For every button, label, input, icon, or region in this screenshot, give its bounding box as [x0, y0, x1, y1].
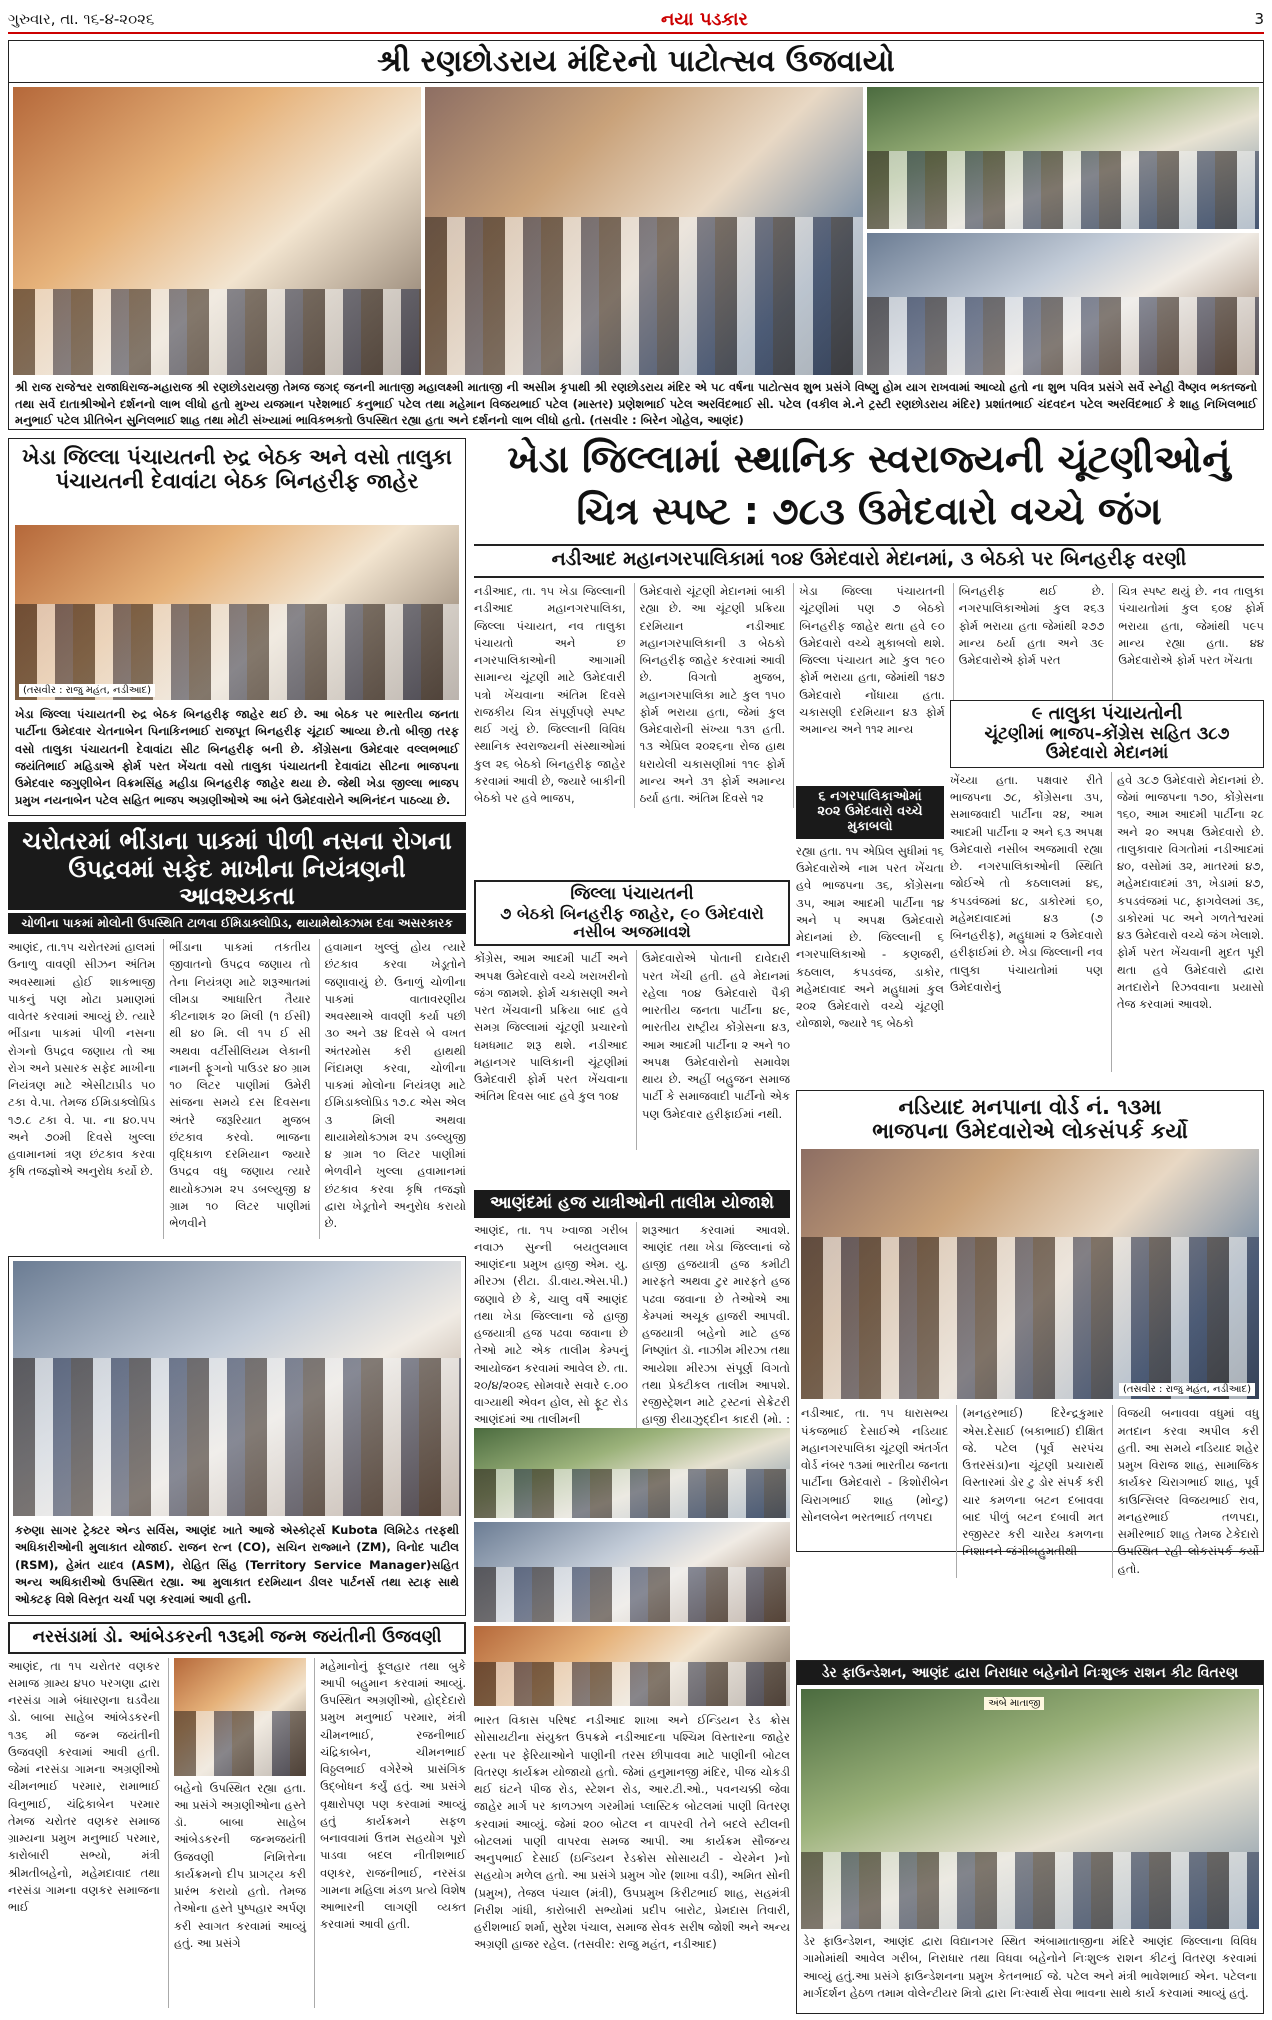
nagarpalika-story	[796, 786, 944, 1086]
nagarpalika-body: રહ્યા હતા. ૧૫ એપ્રિલ સુધીમાં ૧૬ ઉમેદવારોએ નામ પરત ખેંચતા હવે ભાજપના ૩૬, કોંગ્રેસના ૩૫, આમ આદમી પાર્ટીના ૧૪ અને ૫ અપક્ષ ઉમેદવારો મેદાનમાં છે. જિલ્લાની ૬ નગરપાલિકાઓ - કણજરી, કઠલાલ, કપડવંજ, ડાકોર, મહેમદાવાદ અને મહુધામાં કુલ ૨૦૨ ઉમેદવારો વચ્ચે ચૂંટણી યોજાશે, જ્યારે ૧૬ બેઠકો	[796, 843, 944, 1031]
nagarpalika-headline-2: ૨૦૨ ઉમેદવારો વચ્ચે મુકાબલો	[817, 803, 923, 834]
ward13-col-2: (મનહરભાઈ) દિરેન્દ્રકુમાર એસ.દેસાઈ (બકાભાઈ) દીક્ષિત જે. પટેલ (પૂર્વ સરપંચ ઉત્તરસંડા)ના ચૂંટણી પ્રચારાર્થે વિસ્તારમાં ડોર ટુ ડોર સંપર્ક કરી ચાર કમળના બટન દબાવવા બાદ પીળું બટન દબાવી મત રજીસ્ટર કરી ચારેય કમળના નિશાનને જંગીબહુમતીથી	[956, 1405, 1103, 1578]
temple-story	[8, 40, 1264, 430]
ration-story	[796, 1660, 1264, 2014]
ambedkar-col-1: આણંદ, તા ૧૫ ચરોતર વણકર સમાજ ગ્રામ્ય ૪૫૦ પરગણા દ્વારા નરસંડા ગામે બંધારણના ઘડવૈયા ડો. બાબા સાહેબ આંબેડકરની ૧૩૬ મી જન્મ જયંતીની ઉજવણી કરવામાં આવી હતી. જેમાં નરસંડા ગામના અગ્રણીઓ ચીમનભાઈ પરમાર, રામાભાઈ વિનુભાઈ, ચંદ્રિકાબેન પરમાર તેમજ ચરોતર વણકર સમાજ ગ્રામ્યના પ્રમુખ મનુભાઈ પરમાર, કારોબારી સભ્યો, મંત્રી શ્રીમતીબહેનો, મહેમદાવાદ તથા નરસંડા ગામના વણકર સમાજના ભાઈ	[8, 1658, 160, 1915]
ward13-heading	[797, 1091, 1263, 1147]
taluka-headline-2: ચૂંટણીમાં ભાજપ-કોંગ્રેસ સહિત ૩૮૭ ઉમેદવારો મેદાનમાં	[984, 723, 1230, 764]
elections-col-5: ચિત્ર સ્પષ્ટ થયું છે. નવ તાલુકા પંચાયતોમાં કુલ ૬૦૪ ફોર્મ ભરાયા હતા, જેમાંથી ૫૯૫ માન્ય રહ્યા હતા. ૪૪ ઉમેદવારોએ ફોર્મ પરત ખેંચતા	[1112, 583, 1264, 808]
water-camp-text	[474, 1712, 790, 2012]
elections-subhead: નડીઆદ મહાનગરપાલિકામાં ૧૦૪ ઉમેદવારો મેદાનમાં, ૩ બેઠકો પર બિનહરીફ વરણી	[474, 544, 1264, 578]
ward13-headline-2: ભાજપના ઉમેદવારોએ લોકસંપર્ક કર્યો	[872, 1119, 1188, 1144]
ward13-col-1: નડીઆદ, તા. ૧૫ ધારાસભ્ય પંકજભાઈ દેસાઈએ નડિયાદ મહાનગરપાલિકા ચૂંટણી અંતર્ગત વોર્ડ નંબર ૧૩માં ભારતીય જનતા પાર્ટીના ઉમેદવારો - કિશોરીબેન ચિરાગભાઈ શાહ (મોન્ટુ) સોનલબેન ભરતભાઈ તળપદા	[801, 1406, 949, 1524]
temple-photo-crowd	[867, 87, 1259, 229]
jilla-headline-1: જિલ્લા પંચાયતની	[570, 884, 694, 904]
ambedkar-middle	[168, 1658, 306, 2008]
elections-col-2: ઉમેદવારો ચૂંટણી મેદાનમાં બાકી રહ્યા છે. આ ચૂંટણી પ્રક્રિયા દરમિયાન નડીઆદ મહાનગરપાલિકાની ૩ બેઠકો બિનહરીફ જાહેર કરવામાં આવી છે. વિગતો મુજબ, મહાનગરપાલિકા માટે કુલ ૧૫૦ ફોર્મ ભરાયા હતા, જેમાં કુલ ઉમેદવારોની સંખ્યા ૧૩૧ હતી. ૧૩ એપ્રિલ ૨૦૨૬ના રોજ હાથ ધરાયેલી ચકાસણીમાં ૧૧૯ ફોર્મ માન્ય અને ૩૧ ફોર્મ અમાન્ય ઠર્યા હતા. અંતિમ દિવસે ૧૨	[634, 583, 786, 808]
water-camp-story	[474, 1428, 790, 2014]
haj-col-2: શરૂઆત કરવામાં આવશે. આણંદ તથા ખેડા જિલ્લાનાં જે હાજી હજયાત્રી હજ કમીટી મારફતે અથવા ટુર મારફતે હજ પઢવા જવાના છે તેઓએ આ કેમ્પમાં અચૂક હાજરી આપવી. હજયાત્રી બહેનો માટે હજ નિષ્ણાંત ડૉ. નાઝીમ મીરઝા તથા આયેશા મીરઝા સંપૂર્ણ વિગતો તથા પ્રેક્ટીકલ તાલીમ આપશે. રજીસ્ટ્રેશન માટે ટ્રસ્ટનાં સેક્રેટરી હાજી રીયાઝુદ્દીન કાદરી (મો. :	[636, 1222, 790, 1464]
ration-headline: ડેર ફાઉન્ડેશન, આણંદ દ્વારા નિરાધાર બહેનોને નિઃશુલ્ક રાશન કીટ વિતરણ	[797, 1661, 1263, 1685]
elections-headline-2: ચિત્ર સ્પષ્ટ : ૭૮૩ ઉમેદવારો વચ્ચે જંગ	[576, 489, 1162, 533]
water-photo-2	[474, 1522, 790, 1622]
charotar-story	[8, 822, 466, 1248]
kubota-photo	[13, 1261, 461, 1516]
charotar-col-3: હવામાન ખુલ્લું હોય ત્યારે છંટકાવ કરવા ખેડૂતોને જણાવાયું છે. ઉનાળું ચોળીના પાકમાં વાતાવરણીય અવસ્થાએ વાવણી કર્યા પછી ૩૦ અને ૩૪ દિવસે બે વખત અંતરમોસ કરી હાથથી નિંદામણ કરવા, ચોળીના પાકમાં મોલોના નિયંત્રણ માટે ઈમિડાક્લોપ્રિડ ૧૭.૮ એસ એલ ૩ મિલી અથવા થાયામેથોક્ઝામ ૨૫ ડબ્લ્યુજી ૪ ગ્રામ ૧૦ લિટર પાણીમાં ભેળવીને ખુલ્લા હવામાનમાં છંટકાવ કરવા કૃષિ તજજ્ઞો દ્વારા ખેડૂતોને અનુરોધ કરાયો છે.	[319, 939, 466, 1239]
temple-headline: શ્રી રણછોડરાય મંદિરનો પાટોત્સવ ઉજવાયો	[9, 41, 1263, 83]
temple-credit: (તસવીર : બિરેન ગોહેલ, આણંદ)	[589, 413, 744, 428]
water-photo-3	[474, 1626, 790, 1706]
ambedkar-col-2: બહેનો ઉપસ્થિત રહ્યા હતા. આ પ્રસંગે અગ્રણીઓના હસ્તે ડૉ. બાબા સાહેબ આંબેડકરની જન્મજયંતી ઉજવણી નિમિત્તેના કાર્યક્રમનો દીપ પ્રાગટ્ય કરી પ્રારંભ કરાયો હતો. તેમજ તેઓના હસ્તે પુષ્પહાર અર્પણ કરી સ્વાગત કરવામાં આવ્યું હતું. આ પ્રસંગે	[173, 1780, 307, 1950]
rudra-body: ખેડા જિલ્લા પંચાયતની રુદ્ર બેઠક બિનહરીફ જાહેર થઈ છે. આ બેઠક પર ભારતીય જનતા પાર્ટીના ઉમેદવાર ચેતનાબેન પિનાકિનભાઈ રાજપૂત બિનહરીફ ચૂંટાઈ આવ્યા છે.તો બીજી તરફ વસો તાલુકા પંચાયતની દેવાવાંટા સીટ બિનહરીફ બની છે. કોંગ્રેસના ઉમેદવાર વલ્લભભાઈ જયંતિભાઈ મહિડાએ ફોર્મ પરત ખેંચતા વસો તાલુકા પંચાયતની દેવાવાંટા સીટના ભાજપના ઉમેદવાર જગુણીબેન વિક્રમસિંહ મહીડા બિનહરીફ જાહેર થયા છે. જેથી ખેડા જીલ્લા ભાજપ પ્રમુખ નયનાબેન પટેલ સહિત ભાજપ અગ્રણીઓએ આ બંને ઉમેદવારોને અભિનંદન પાઠવ્યા છે.	[15, 707, 459, 808]
ward13-photo	[801, 1149, 1259, 1399]
kubota-caption: કરુણા સાગર ટ્રેક્ટર એન્ડ સર્વિસ, આણંદ ખાતે આજે એસ્કોર્ટ્સ Kubota લિમિટેડ તરફથી અધિકારીઓની મુલાકાત યોજાઈ. રાજન રત્ન (CO), સચિન રાજ્માને (ZM), વિનોદ પાટીલ (RSM), હેમંત યાદવ (ASM), રોહિત સિંહ (Territory Service Manager)સહિત અન્ય અધિકારીઓ ઉપસ્થિત રહ્યા. આ મુલાકાત દરમિયાન ડીલર પાર્ટનર્સ તથા સ્ટાફ સાથે ઓક્ટફ વિશે વિસ્તૃત ચર્ચા પણ કરવામાં આવી હતી.	[15, 1523, 459, 1606]
temple-photo-yagna	[425, 87, 863, 375]
rudra-headline: ખેડા જિલ્લા પંચાયતની રુદ્ર બેઠક અને વસો તાલુકા પંચાયતની દેવાવાંટા બેઠક બિનહરીફ જાહેર	[22, 445, 452, 494]
issue-date: ગુરુવાર, તા. ૧૬-૪-૨૦૨૬	[8, 10, 155, 28]
elections-headline-1: ખેડા જિલ્લામાં સ્થાનિક સ્વરાજ્યની ચૂંટણીઓનું	[507, 437, 1231, 481]
page-number: 3	[1254, 10, 1264, 28]
temple-caption: શ્રી રાજ રાજેશ્વર રાજાધિરાજ-મહારાજ શ્રી રણછોડરાયજી તેમજ જગદ્ જનની માતાજી મહાલક્ષ્મી માતાજી ની અસીમ કૃપાથી શ્રી રણછોડરાય મંદિર એ ૫૮ વર્ષના પાટોત્સવ શુભ પ્રસંગે વિષ્ણુ હોમ યાગ રાખવામાં આવ્યો હતો ના શુભ પવિત્ર પ્રસંગે સર્વે સ્નેહી વૈષ્ણવ ભક્તજનો તથા સર્વે દાતાશ્રીઓને દર્શનનો લાભ લીધો હતો મુખ્ય યજમાન પરેશભાઈ કનુભાઈ પટેલ તથા મહેમાન વિજયભાઈ પટેલ (માસ્તર) પ્રણેશભાઈ પટેલ અરવિંદભાઈ સી. પટેલ (વકીલ મે.ને ટ્રસ્ટી રણછોડરાય મંદિર) પ્રશાંતભાઈ ચંદવદન પટેલ અરવિંદભાઈ કે શાહ નિખિલભાઈ મનુભાઈ પટેલ પ્રીતિબેન સુનિલભાઈ શાહ તથા મોટી સંખ્યામાં ભાવિકભક્તો ઉપસ્થિત રહ્યા હતા અને દર્શનનો લાભ લીધો હતો. (તસવીર : બિરેન ગોહેલ, આણંદ)	[15, 380, 1257, 428]
water-photo-1	[474, 1428, 790, 1518]
elections-col-3: ખેડા જિલ્લા પંચાયતની ચૂંટણીમાં પણ ૭ બેઠકો બિનહરીફ જાહેર થતા હવે ૯૦ ઉમેદવારો વચ્ચે મુકાબલો થશે. જિલ્લા પંચાયત માટે કુલ ૧૯૦ ફોર્મ ભરાયા હતા, જેમાંથી ૧૪૭ ઉમેદવારો નોંધાયા હતા. ચકાસણી દરમિયાન ૪૩ ફોર્મ અમાન્ય અને ૧૧૨ માન્ય	[793, 583, 945, 808]
nine-taluka-story	[950, 700, 1264, 1080]
haj-col-1: આણંદ, તા. ૧૫ ખ્વાજા ગરીબ નવાઝ સુન્ની બયતુલમાલ આણંદના પ્રમુખ હાજી એમ. યુ. મીરઝા (રીટા. ડી.વાય.એસ.પી.) જણાવે છે કે, ચાલુ વર્ષે આણંદ તથા ખેડા જિલ્લાના જે હાજી હજયાત્રી હજ પઢવા જવાના છે તેઓ માટે એક તાલીમ કેમ્પનું આયોજન કરવામાં આવેલ છે. તા. ૨૦/૪/૨૦૨૬ સોમવારે સવારે ૯.૦૦ વાગ્યાથી એવન હોલ, સો ફૂટ રોડ આણંદમાં આ તાલીમની	[474, 1222, 628, 1427]
charotar-col-2: ભીંડાના પાકમાં તકતીય જીવાતનો ઉપદ્રવ જણાય તો તેના નિયંત્રણ માટે શરૂઆતમાં લીમડા આધારિત તૈયાર કીટનાશક ૨૦ મિલી (૧ ઈસી) થી ૪૦ મિ. લી ૧૫ ઈ સી અથવા વર્ટીસીલિયમ લેકાની નામની ફૂગનો પાઉડર ૪૦ ગ્રામ ૧૦ લિટર પાણીમાં ઉમેરી સાંજના સમયે દસ દિવસના અંતરે જરૂરિયાત મુજબ છંટકાવ કરવો. ભાજના વૃદ્ધિકાળ દરમિયાન જ્યારે ઉપદ્રવ વધુ જણાય ત્યારે થાયોક્ઝામ ૨૫ ડબલ્યુજી ૪ ગ્રામ ૧૦ લિટર પાણીમાં ભેળવીને	[163, 939, 310, 1239]
ward13-story	[796, 1090, 1264, 1576]
elections-col-4: બિનહરીફ થઈ છે. નગરપાલિકાઓમાં કુલ ૨૬૩ ફોર્મ ભરાયા હતા જેમાંથી ૨૭૭ માન્ય ઠર્યા હતા અને ૩૯ ઉમેદવારોએ ફોર્મ પરત	[953, 583, 1105, 808]
charotar-col-1: આણંદ, તા.૧૫ ચરોતરમાં હાલમાં ઉનાળુ વાવણી સીઝન અંતિમ અવસ્થામાં હોઈ શાકભાજી પાકનું પણ મોટા પ્રમાણમાં વાવેતર કરવામાં આવ્યું છે. ત્યારે ભીંડાના પાકમાં પીળી નસના રોગનો ઉપદ્રવ જણાય તો આ રોગ અને પ્રસારક સફેદ માખીના નિયંત્રણ માટે એસીટાપ્રીડ ૫૦ ટકા વે.પા. તેમજ ઈમિડાક્લોપ્રિડ ૧૭.૮ ટકા વે. પા. ના ૪૦.૫૫ અને ૭૦મી દિવસે ખુલ્લા હવામાનમાં ત્રણ છંટકાવ કરવા કૃષિ તજજ્ઞોએ અનુરોધ કર્યો છે.	[8, 940, 156, 1179]
ration-body: ડેર ફાઉન્ડેશન, આણંદ દ્વારા વિદ્યાનગર સ્થિત અંબામાતાજીના મંદિરે આણંદ જિલ્લાના વિવિધ ગામોમાંથી આવેલ ગરીબ, નિરાધાર તથા વિધવા બહેનોને નિઃશુલ્ક રાશન કીટનું વિતરણ કરવામાં આવ્યું હતું.આ પ્રસંગે ફાઉન્ડેશનના પ્રમુખ કેતનભાઈ જે. પટેલ અને મંત્રી ભાવેશભાઈ એન. પટેલના માર્ગદર્શન હેઠળ તમામ વોલેન્ટીયર મિત્રો દ્વારા નિઃસ્વાર્થ સેવા ભાવના સાથે કાર્ય કરવામાં આવ્યું હતું.	[803, 1934, 1257, 2000]
jilla-panchayat-story	[474, 880, 790, 1180]
ward13-credit: (તસવીર : રાજુ મહંત, નડીઆદ)	[1119, 1383, 1255, 1396]
page-header	[8, 6, 1264, 34]
rudra-credit: (તસવીર : રાજુ મહંત, નડીઆદ)	[19, 684, 155, 697]
rudra-photo	[15, 525, 459, 700]
charotar-headline: ચરોતરમાં ભીંડાના પાકમાં પીળી નસના રોગના ઉપદ્રવમાં સફેદ માખીના નિયંત્રણની આવશ્યકતા	[8, 822, 466, 910]
kheda-rudra-story	[8, 438, 466, 816]
taluka-col-1: ખેંચ્યા હતા. પક્ષવાર રીતે ભાજપના ૭૮, કોંગ્રેસના ૩૫, સમાજવાદી પાર્ટીના ૨૪, આમ આદમી પાર્ટીના ૨ અને ૬૩ અપક્ષ ઉમેદવારો નસીબ અજમાવી રહ્યા છે. નગરપાલિકાઓની સ્થિતિ જોઈએ તો કઠલાલમાં ૪૬, કપડવંજમાં ૪૮, ડાકોરમાં ૬૦, મહેમદાવાદમાં ૪૩ (૭ બિનહરીફ), મહુધામાં ૨ ઉમેદવારો હરીફાઈમાં છે. ખેડા જિલ્લાની નવ તાલુકા પંચાયતોમાં પણ ઉમેદવારોનું	[950, 772, 1103, 994]
ambedkar-story	[8, 1622, 466, 2014]
jilla-col-1: કોંગ્રેસ, આમ આદમી પાર્ટી અને અપક્ષ ઉમેદવારો વચ્ચે ખરાખરીનો જંગ જામશે. ફોર્મ ચકાસણી અને પરત ખેંચવાની પ્રક્રિયા બાદ હવે સમગ્ર જિલ્લામાં ચૂંટણી પ્રચારનો ધમધમાટ શરૂ થશે. નડીઆદ મહાનગર પાલિકાની ચૂંટણીમાં ઉમેદવારી ફોર્મ પરત ખેંચવાના અંતિમ દિવસ બાદ હવે કુલ ૧૦૪	[474, 951, 628, 1104]
masthead: નયા પડકાર	[660, 8, 748, 30]
temple-photo-devotees	[867, 233, 1259, 375]
water-credit: (તસવીર: રાજુ મહંત, નડીઆદ)	[573, 1937, 717, 1952]
ration-photo	[801, 1689, 1259, 1929]
charotar-subhead: ચોળીના પાકમાં મોલોની ઉપસ્થિતિ ટાળવા ઈમિડાક્લોપ્રિડ, થાયામેથોક્ઝામ દવા અસરકારક	[8, 913, 466, 934]
jilla-headline-2: ૭ બેઠકો બિનહરીફ જાહેર, ૯૦ ઉમેદવારો નસીબ અજમાવશે	[500, 903, 764, 941]
kubota-story	[8, 1256, 466, 1616]
water-body: ભારત વિકાસ પરિષદ નડીઆદ શાખા અને ઈન્ડિયન રેડ ક્રોસ સોસાયટીના સંયુક્ત ઉપક્રમે નડીઆદના પશ્ચિમ વિસ્તારના જાહેર રસ્તા પર ફેરિયાઓને પાણીની તરસ છીપાવવા માટે પાણીની બોટલ વિતરણ કાર્યક્રમ યોજાયો હતો. જેમાં હનુમાનજી મંદિર, પીજ ચોકડી થઈ ઘંટને પીજ રોડ, સ્ટેશન રોડ, આર.ટી.ઓ., પવનચક્કી જેવા જાહેર માર્ગ પર કાળઝાળ ગરમીમાં પ્લાસ્ટિક બોટલમાં પાણી વિતરણ કરવામાં આવ્યું. જેમાં ૨૦૦ બોટલ ન વાપરવી તેને બદલે સ્ટીલની બોટલમાં પાણી વાપરવા સમજ આપી. આ કાર્યક્રમ સૌજન્ય અનુપભાઈ દેસાઈ (ઇન્ડિયન રેડક્રોસ સોસાયટી - ચેરમેન )નો સહયોગ મળેલ હતો. આ પ્રસંગે પ્રમુખ ગોર (શાખા વડી), અમિત સોની (પ્રમુખ), તેજલ પંચાલ (મંત્રી), ઉપપ્રમુખ કિરીટભાઈ શાહ, સહમંત્રી નિરીશ ગાંધી, કારોબારી સભ્યોમાં પ્રદીપ બારોટ, પ્રેમદાસ તિવારી, હરીશભાઈ શર્મા, સુરેશ પંચાલ, સમાજ સેવક સરીષ જોશી અને અન્ય અગ્રણી હાજર રહેલ.	[474, 1713, 790, 1952]
taluka-col-2: હવે ૩૮૭ ઉમેદવારો મેદાનમાં છે. જેમાં ભાજપના ૧૭૦, કોંગ્રેસના ૧૬૦, આમ આદમી પાર્ટીના ૨૮ અને ૨૦ અપક્ષ ઉમેદવારો છે. તાલુકાવાર વિગતોમાં નડીઆદમાં ૪૦, વસોમાં ૩૨, માતરમાં ૪૭, મહેમદાવાદમાં ૩૧, ખેડામાં ૪૭, કપડવંજમાં ૫૮, ફાગવેલમાં ૩૬, ડાકોરમાં ૫૮ અને ગળતેશ્વરમાં ૪૩ ઉમેદવારો વચ્ચે જંગ ખેલાશે. ફોર્મ પરત ખેંચવાની મુદત પૂરી થતા હવે ઉમેદવારો દ્વારા મતદારોને રિઝવવાના પ્રયાસો તેજ કરવામાં આવશે.	[1111, 772, 1264, 1072]
taluka-headline-1: ૯ તાલુકા પંચાયતોની	[1031, 703, 1183, 724]
ration-photo-sign: અંબે માતાજી	[984, 1697, 1044, 1710]
ambedkar-headline: નરસંડામાં ડો. આંબેડકરની ૧૩૬મી જન્મ જયંતીની ઉજવણી	[8, 1622, 466, 1654]
ambedkar-col-3: મહેમાનોનું ફૂલહાર તથા બુકે આપી બહુમાન કરવામાં આવ્યું. ઉપસ્થિત અગ્રણીઓ, હોદ્દેદારો પ્રમુખ મનુભાઈ પરમાર, મંત્રી ચીમનભાઈ, રજનીભાઈ ચંદ્રિકાબેન, ચીમનભાઈ વિઠ્ઠલભાઈ વગેરેએ પ્રાસંગિક ઉદ્બોધન કર્યું હતું. આ પ્રસંગે વૃક્ષારોપણ પણ કરવામાં આવ્યું હતું કાર્યક્રમને સફળ બનાવવામાં ઉત્તમ સહયોગ પૂરો પાડવા બદલ નીતીશભાઈ વણકર, રાજનીભાઈ, નરસંડા ગામના મહિલા મંડળ પ્રત્યે વિશેષ આભારની લાગણી વ્યક્ત કરવામાં આવી હતી.	[314, 1658, 466, 2008]
ambedkar-photo	[174, 1658, 306, 1776]
taluka-heading	[950, 700, 1264, 768]
haj-story	[474, 1190, 790, 1427]
nagarpalika-heading	[796, 786, 944, 839]
jilla-col-2: ઉમેદવારોએ પોતાની દાવેદારી પરત ખેંચી હતી. હવે મેદાનમાં રહેલા ૧૦૪ ઉમેદવારો પૈકી ભારતીય જનતા પાર્ટીના ૪૯, ભારતીય રાષ્ટ્રીય કોંગ્રેસના ૪૩, આમ આદમી પાર્ટીના ૨ અને ૧૦ અપક્ષ ઉમેદવારોનો સમાવેશ થાય છે. અહીં બહુજન સમાજ પાર્ટી કે સમાજવાદી પાર્ટીનો એક પણ ઉમેદવાર હરીફાઈમાં નથી.	[636, 950, 790, 1150]
ward13-col-3: વિજયી બનાવવા વધુમાં વધુ મતદાન કરવા અપીલ કરી હતી. આ સમયે નડિયાદ શહેર પ્રમુખ વિરાજ શાહ, સામાજિક કાર્યકર ચિરાગભાઈ શાહ, પૂર્વ કાઉન્સિલર વિજયભાઈ રાવ, મનહરભાઈ તળપદા, સમીરભાઈ શાહ તેમજ ટેકેદારો ઉપસ્થિત રહી લોકસંપર્ક કર્યો હતો.	[1112, 1405, 1259, 1578]
ward13-headline-1: નડિયાદ મનપાના વોર્ડ નં. ૧૩મા	[898, 1095, 1162, 1119]
jilla-heading	[474, 880, 790, 946]
temple-photo-altar	[13, 87, 421, 375]
haj-headline: આણંદમાં હજ યાત્રીઓની તાલીમ યોજાશે	[474, 1190, 790, 1218]
nagarpalika-headline-1: ૬ નગરપાલિકાઓમાં	[818, 789, 922, 804]
elections-col-1: નડીઆદ, તા. ૧૫ ખેડા જિલ્લાની નડીઆદ મહાનગરપાલિકા, જિલ્લા પંચાયત, નવ તાલુકા પંચાયતો અને છ નગરપાલિકાઓની આગામી સામાન્ય ચૂંટણી માટે ઉમેદવારી પત્રો ખેંચવાના અંતિમ દિવસે રાજકીય ચિત્ર સંપૂર્ણપણે સ્પષ્ટ થઈ ગયું છે. જિલ્લાની વિવિધ સ્થાનિક સ્વરાજ્યની સંસ્થાઓમાં કુલ ૨૬ બેઠકો બિનહરીફ જાહેર કરવામાં આવી છે, જ્યારે બાકીની બેઠકો પર હવે ભાજપ,	[474, 584, 626, 805]
